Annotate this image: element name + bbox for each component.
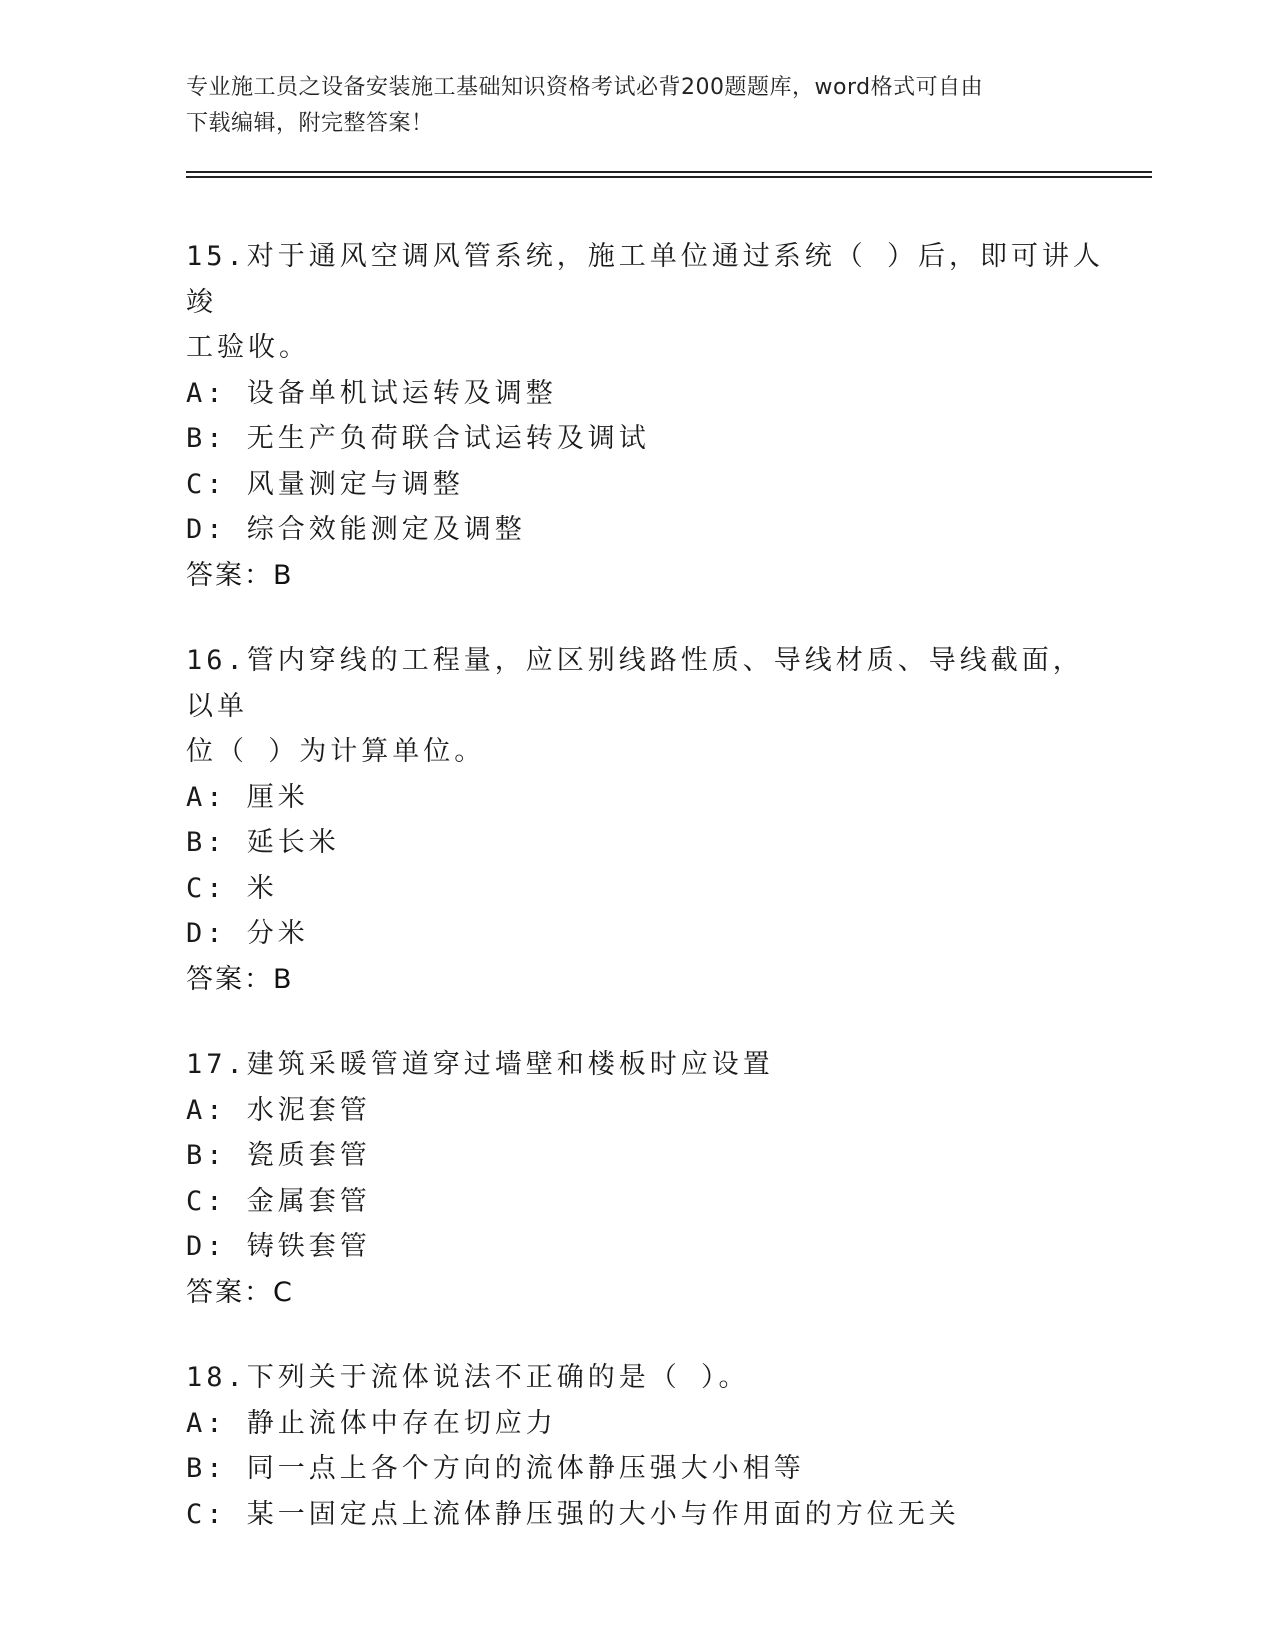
- question-18: [186, 1355, 1106, 1537]
- option-d: D: 综合效能测定及调整: [186, 514, 526, 545]
- header-divider-bottom: [186, 176, 1152, 178]
- option-c: C: 金属套管: [186, 1185, 371, 1217]
- question-list: [186, 234, 1106, 1577]
- question-17: [186, 1042, 1106, 1315]
- answer-line: 答案：C: [186, 1276, 294, 1308]
- header-line-2: 下载编辑，附完整答案！: [186, 111, 434, 136]
- option-a: A: 设备单机试运转及调整: [186, 377, 557, 409]
- question-stem-line: 17.建筑采暖管道穿过墙壁和楼板时应设置: [186, 1049, 774, 1080]
- option-a: A: 水泥套管: [186, 1094, 371, 1126]
- option-c: C: 某一固定点上流体静压强的大小与作用面的方位无关: [186, 1498, 960, 1530]
- option-b: B: 延长米: [186, 827, 340, 858]
- option-a: A: 静止流体中存在切应力: [186, 1407, 557, 1439]
- option-a: A: 厘米: [186, 781, 309, 813]
- header-line-1: 专业施工员之设备安装施工基础知识资格考试必背200题题库，word格式可自由: [186, 75, 984, 100]
- question-stem-line: 16.管内穿线的工程量，应区别线路性质、导线材质、导线截面，以单: [186, 645, 1084, 722]
- option-d: D: 分米: [186, 918, 309, 949]
- question-stem-line: 工验收。: [186, 332, 310, 363]
- question-stem-line: 位（ ）为计算单位。: [186, 736, 486, 767]
- document-header: [186, 70, 1086, 142]
- option-c: C: 风量测定与调整: [186, 468, 464, 500]
- option-c: C: 米: [186, 872, 278, 904]
- question-15: [186, 234, 1106, 598]
- option-d: D: 铸铁套管: [186, 1231, 371, 1262]
- header-divider-top: [186, 171, 1152, 173]
- option-b: B: 同一点上各个方向的流体静压强大小相等: [186, 1453, 805, 1484]
- answer-line: 答案：B: [186, 559, 294, 591]
- question-stem-line: 18.下列关于流体说法不正确的是（ ）。: [186, 1362, 750, 1393]
- question-16: [186, 638, 1106, 1002]
- answer-line: 答案：B: [186, 963, 294, 995]
- option-b: B: 瓷质套管: [186, 1140, 371, 1171]
- question-stem-line: 15.对于通风空调风管系统，施工单位通过系统（ ）后，即可讲人竣: [186, 241, 1105, 318]
- option-b: B: 无生产负荷联合试运转及调试: [186, 423, 650, 454]
